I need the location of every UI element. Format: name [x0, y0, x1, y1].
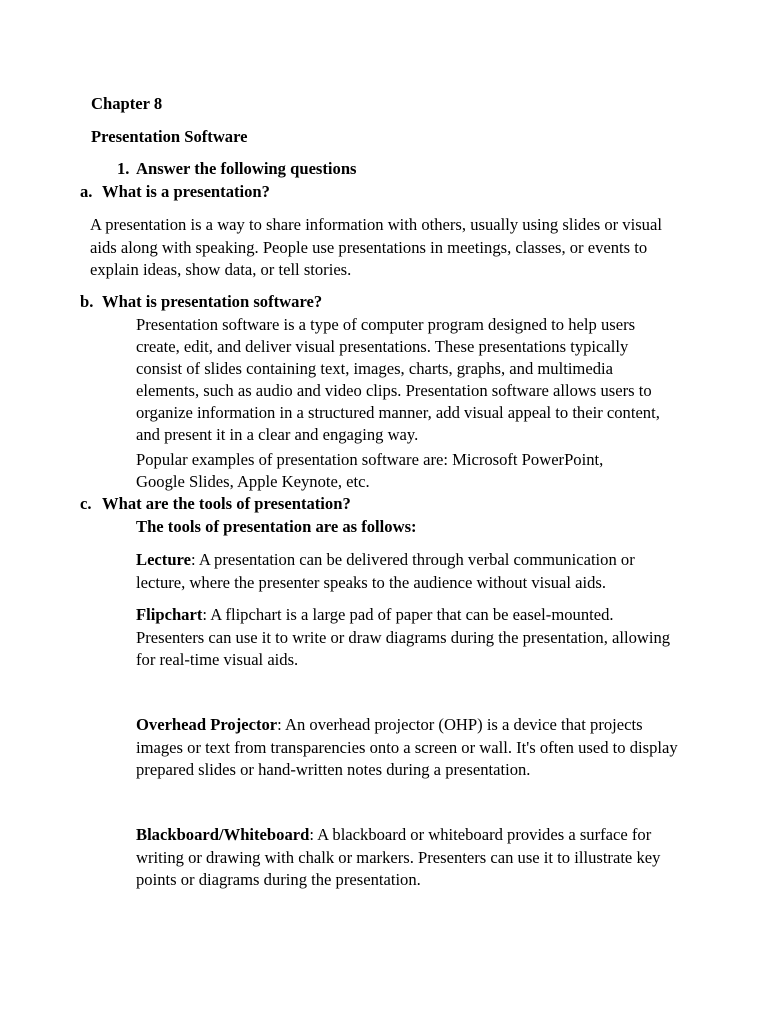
subject-heading: Presentation Software — [91, 127, 248, 146]
tool-blackboard-whiteboard-term: Blackboard/Whiteboard — [136, 825, 310, 844]
question-a-text: What is a presentation? — [102, 182, 270, 201]
question-b-text: What is presentation software? — [102, 292, 323, 311]
tool-blackboard-whiteboard — [136, 824, 676, 892]
answer-b: Presentation software is a type of computer program designed to help users create, edit, and deliver visual presentations. These presentations typically consist of slides containing text, images, charts, graphs, and multimedia elements, such as audio and video clips. Presentation software allows users to organize information in a structured manner, add visual appeal to their content, and present it in a clear and engaging way. — [136, 315, 660, 444]
tool-flipchart-description: : A flipchart is a large pad of paper that can be easel-mounted. Presenters can use it to write or draw diagrams during the presentation, allowing for real-time visual aids. — [136, 605, 671, 669]
question-c-text: What are the tools of presentation? — [102, 494, 351, 513]
tool-lecture-description: : A presentation can be delivered through verbal communication or lecture, where the presenter speaks to the audience without visual aids. — [136, 550, 635, 592]
answer-b-examples: Popular examples of presentation software are: Microsoft PowerPoint, Google Slides, Apple Keynote, etc. — [136, 450, 604, 491]
answer-a: A presentation is a way to share information with others, usually using slides or visual aids along with speaking. People use presentations in meetings, classes, or events to explain ideas, show data, or tell stories. — [90, 215, 662, 279]
tool-flipchart — [136, 604, 676, 672]
tool-overhead-projector-description: : An overhead projector (OHP) is a device that projects images or text from transparencies onto a screen or wall. It's often used to display prepared slides or hand-written notes during a presentation. — [136, 715, 678, 779]
exercise-number: 1. — [117, 159, 130, 178]
exercise-title: Answer the following questions — [136, 159, 357, 178]
question-a-letter: a. — [80, 182, 93, 201]
tool-flipchart-term: Flipchart — [136, 605, 203, 624]
tools-intro: The tools of presentation are as follows: — [136, 517, 417, 536]
tool-lecture-term: Lecture — [136, 550, 191, 569]
question-b-letter: b. — [80, 292, 94, 311]
chapter-heading: Chapter 8 — [91, 94, 163, 113]
tool-overhead-projector — [136, 714, 681, 782]
tool-overhead-projector-term: Overhead Projector — [136, 715, 278, 734]
tool-blackboard-whiteboard-description: : A blackboard or whiteboard provides a surface for writing or drawing with chalk or markers. Presenters can use it to illustrate key points or diagrams during the presentation. — [136, 825, 661, 889]
question-c-letter: c. — [80, 494, 92, 513]
tool-lecture — [136, 549, 681, 594]
